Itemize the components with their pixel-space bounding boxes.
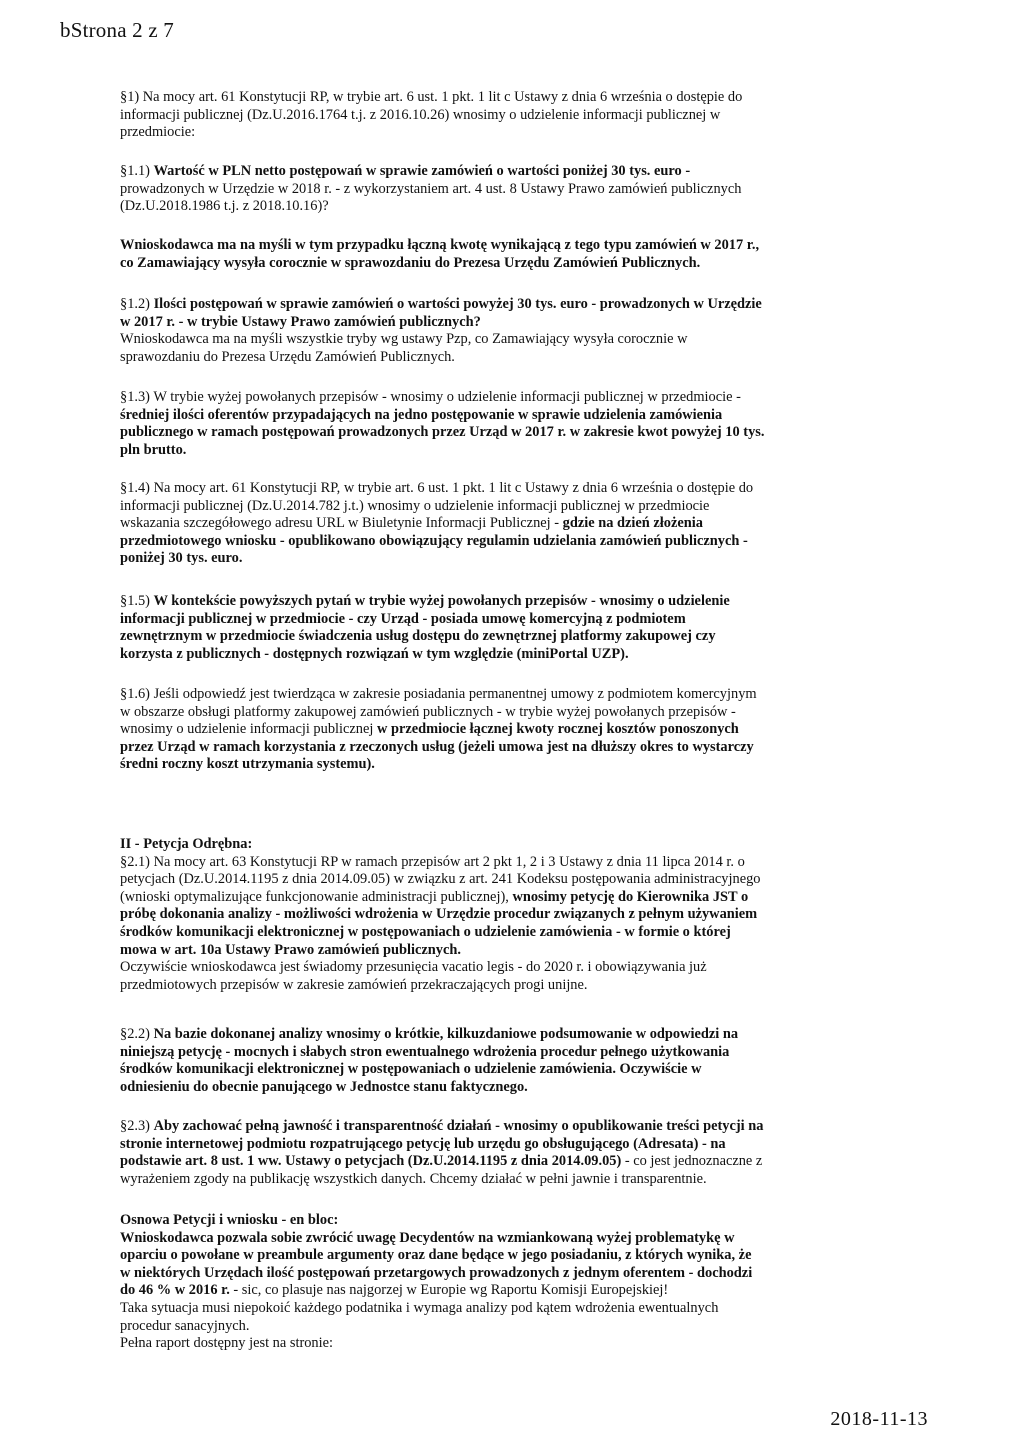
text: wnosimy o udzielenie informacji publicznej bbox=[120, 721, 377, 738]
bold-text: przez Urząd w ramach korzystania z rzeczonych usług (jeżeli umowa jest na dłuższy okres to wystarczy bbox=[120, 738, 754, 755]
text-line bbox=[120, 1153, 890, 1171]
paragraph-p9 bbox=[120, 836, 890, 994]
bold-text: przedmiotowego wniosku - opublikowano obowiązujący regulamin udzielania zamówień publicznych - bbox=[120, 532, 748, 549]
bold-text: W kontekście powyższych pytań w trybie wyżej powołanych przepisów - wnosimy o udzielenie bbox=[153, 593, 730, 609]
text-line bbox=[120, 1335, 890, 1353]
text-line bbox=[120, 686, 890, 704]
text-line bbox=[120, 89, 890, 107]
paragraph-p2 bbox=[120, 163, 890, 216]
text-line bbox=[120, 1044, 890, 1062]
text-line bbox=[120, 1136, 890, 1154]
text-line bbox=[120, 721, 890, 739]
text: - co jest jednoznaczne z bbox=[621, 1153, 763, 1170]
text: Wnioskodawca ma na myśli wszystkie tryby wg ustawy Pzp, co Zamawiający wysyła corocznie w bbox=[120, 331, 688, 348]
text-line bbox=[120, 498, 890, 516]
text-line bbox=[120, 480, 890, 498]
text-line bbox=[120, 389, 890, 407]
bold-text: odniesieniu do obecnie panującego w Jednostce stanu faktycznego. bbox=[120, 1078, 528, 1095]
bold-text: gdzie na dzień złożenia bbox=[562, 515, 703, 532]
text-line bbox=[120, 836, 890, 854]
text: §1) Na mocy art. 61 Konstytucji RP, w trybie art. 6 ust. 1 pkt. 1 lit c Ustawy z dnia 6 września o dostępie do bbox=[120, 89, 743, 105]
text: Taka sytuacja musi niepokoić każdego podatnika i wymaga analizy pod kątem wdrożenia ewentualnych bbox=[120, 1299, 719, 1316]
text: §2.2) bbox=[120, 1026, 154, 1042]
text-line bbox=[120, 924, 890, 942]
text-line bbox=[120, 515, 890, 533]
text: procedur sanacyjnych. bbox=[120, 1317, 250, 1334]
text: §1.6) Jeśli odpowiedź jest twierdząca w zakresie posiadania permanentnej umowy z podmiotem komercyjnym bbox=[120, 686, 757, 702]
text-line bbox=[120, 704, 890, 722]
text: sprawozdaniu do Prezesa Urzędu Zamówień Publicznych. bbox=[120, 348, 455, 365]
text-line bbox=[120, 296, 890, 314]
text: §1.2) bbox=[120, 296, 154, 312]
text-line bbox=[120, 756, 890, 774]
bold-text: pln brutto. bbox=[120, 441, 187, 458]
bold-text: oparciu o powołane w preambule argumenty oraz dane będące w jego posiadaniu, z których wynika, że bbox=[120, 1247, 752, 1264]
text-line bbox=[120, 314, 890, 332]
text-line bbox=[120, 906, 890, 924]
paragraph-p10 bbox=[120, 1026, 890, 1096]
text-line bbox=[120, 739, 890, 757]
text-line bbox=[120, 198, 890, 216]
bold-text: próbę dokonania analizy - możliwości wdrożenia w Urzędzie procedur związanych z pełnym używaniem bbox=[120, 906, 758, 923]
bold-text: co Zamawiający wysyła corocznie w sprawozdaniu do Prezesa Urzędu Zamówień Publicznych. bbox=[120, 254, 701, 271]
text: petycjach (Dz.U.2014.1195 z dnia 2014.09.05) w związku z art. 241 Kodeksu postępowania administracyjnego bbox=[120, 871, 761, 888]
text-line bbox=[120, 349, 890, 367]
text-line bbox=[120, 611, 890, 629]
bold-text: korzysta z publicznych - dostępnych rozwiązań w tym względzie (miniPortal UZP). bbox=[120, 645, 629, 662]
bold-text: w niektórych Urzędach ilość postępowań przetargowych prowadzonych z jednym oferentem - dochodzi bbox=[120, 1264, 753, 1281]
paragraph-p11 bbox=[120, 1118, 890, 1188]
bold-text: Wnioskodawca pozwala sobie zwrócić uwagę Decydentów na wzmiankowaną wyżej problematykę w bbox=[120, 1229, 735, 1246]
text: §2.3) bbox=[120, 1118, 154, 1134]
text: informacji publicznej (Dz.U.2014.782 j.t.) wnosimy o udzielenie informacji publicznej w przedmiocie bbox=[120, 497, 710, 514]
bold-text: do 46 % w 2016 r. bbox=[120, 1282, 230, 1299]
bold-text: publicznego w ramach postępowań prowadzonych przez Urząd w 2017 r. w zakresie kwot powyżej 10 tys. bbox=[120, 424, 765, 441]
bold-text: środków komunikacji elektronicznej w postępowaniach o udzielenie zamówienia. Oczywiście w bbox=[120, 1061, 702, 1078]
text-line bbox=[120, 889, 890, 907]
text-line bbox=[120, 1212, 890, 1230]
bold-text: II - Petycja Odrębna: bbox=[120, 836, 253, 852]
bold-text: Aby zachować pełną jawność i transparentność działań - wnosimy o opublikowanie treści petycji na bbox=[153, 1118, 764, 1134]
bold-text: w 2017 r. - w trybie Ustawy Prawo zamówień publicznych? bbox=[120, 313, 481, 330]
text-line bbox=[120, 1118, 890, 1136]
bold-text: w przedmiocie łącznej kwoty rocznej kosztów ponoszonych bbox=[376, 721, 739, 738]
bold-text: niniejszą petycję - mocnych i słabych stron ewentualnego wdrożenia procedur pełnego użytkowania bbox=[120, 1043, 730, 1060]
bold-text: Ilości postępowań w sprawie zamówień o wartości powyżej 30 tys. euro - prowadzonych w Urzędzie bbox=[153, 296, 762, 312]
text-line bbox=[120, 646, 890, 664]
text-line bbox=[120, 550, 890, 568]
text-line bbox=[120, 1247, 890, 1265]
text-line bbox=[120, 628, 890, 646]
text-line bbox=[120, 959, 890, 977]
text-line bbox=[120, 593, 890, 611]
text: w obszarze obsługi platformy zakupowej zamówień publicznych - w trybie wyżej powołanych przepisów - bbox=[120, 703, 736, 720]
paragraph-p6 bbox=[120, 480, 890, 568]
text: wyrażeniem zgody na publikację wszystkich danych. Chcemy działać w pełni jawnie i transparentnie. bbox=[120, 1170, 707, 1187]
bold-text: podstawie art. 8 ust. 1 ww. Ustawy o petycjach (Dz.U.2014.1195 z dnia 2014.09.05) bbox=[120, 1153, 622, 1170]
text-line bbox=[120, 871, 890, 889]
text-line bbox=[120, 442, 890, 460]
bold-text: zewnętrznym w przedmiocie świadczenia usług dostępu do zewnętrznej platformy zakupowej czy bbox=[120, 628, 716, 645]
text: przedmiocie: bbox=[120, 124, 196, 141]
bold-text: stronie internetowej podmiotu rozpatrującego petycję lub urzędu go obsługującego (Adresata) - na bbox=[120, 1135, 726, 1152]
bold-text: Osnowa Petycji i wniosku - en bloc: bbox=[120, 1212, 339, 1228]
text-line bbox=[120, 1265, 890, 1283]
text: §1.1) bbox=[120, 163, 154, 179]
text: prowadzonych w Urzędzie w 2018 r. - z wykorzystaniem art. 4 ust. 8 Ustawy Prawo zamówień publicznych bbox=[120, 180, 742, 197]
document-date: 2018-11-13 bbox=[830, 1408, 928, 1430]
text-line bbox=[120, 977, 890, 995]
text-line bbox=[120, 854, 890, 872]
text-line bbox=[120, 1026, 890, 1044]
paragraph-p4 bbox=[120, 296, 890, 366]
bold-text: średni roczny koszt utrzymania systemu). bbox=[120, 756, 375, 773]
bold-text: środków komunikacji elektronicznej w postępowaniach o udzielenie zamówienia - w formie o której bbox=[120, 923, 731, 940]
text-line bbox=[120, 331, 890, 349]
text-line bbox=[120, 1079, 890, 1097]
text: §2.1) Na mocy art. 63 Konstytucji RP w ramach przepisów art 2 pkt 1, 2 i 3 Ustawy z dnia 11 lipca 2014 r. o bbox=[120, 853, 745, 870]
text: §1.5) bbox=[120, 593, 154, 609]
text: Oczywiście wnioskodawca jest świadomy przesunięcia vacatio legis - do 2020 r. i obowiązywania już bbox=[120, 959, 707, 976]
bold-text: Na bazie dokonanej analizy wnosimy o krótkie, kilkuzdaniowe podsumowanie w odpowiedzi na bbox=[153, 1026, 739, 1042]
paragraph-p12 bbox=[120, 1212, 890, 1353]
text-line bbox=[120, 181, 890, 199]
text: (wnioski optymalizujące funkcjonowanie administracji publicznej), bbox=[120, 888, 513, 905]
bold-text: wnosimy petycję do Kierownika JST o bbox=[512, 888, 749, 905]
text-line bbox=[120, 533, 890, 551]
text-line bbox=[120, 124, 890, 142]
text-line bbox=[120, 163, 890, 181]
bold-text: poniżej 30 tys. euro. bbox=[120, 550, 243, 567]
text: §1.4) Na mocy art. 61 Konstytucji RP, w trybie art. 6 ust. 1 pkt. 1 lit c Ustawy z dnia 6 września o dostępie do bbox=[120, 480, 754, 496]
text: Pełna raport dostępny jest na stronie: bbox=[120, 1335, 334, 1352]
bold-text: średniej ilości oferentów przypadających na jedno postępowanie w sprawie udzielenia zamówienia bbox=[120, 406, 723, 423]
text: przedmiotowych przepisów w zakresie zamówień przekraczających progi unijne. bbox=[120, 976, 588, 993]
text-line bbox=[120, 424, 890, 442]
paragraph-p3 bbox=[120, 237, 890, 272]
text: wskazania szczegółowego adresu URL w Biuletynie Informacji Publicznej - bbox=[120, 515, 563, 532]
text-line bbox=[120, 407, 890, 425]
text: (Dz.U.2018.1986 t.j. z 2018.10.16)? bbox=[120, 198, 329, 215]
text-line bbox=[120, 942, 890, 960]
text: - sic, co plasuje nas najgorzej w Europie wg Raportu Komisji Europejskiej! bbox=[229, 1282, 669, 1299]
text-line bbox=[120, 1318, 890, 1336]
text-line bbox=[120, 1282, 890, 1300]
paragraph-p7 bbox=[120, 593, 890, 663]
text: §1.3) W trybie wyżej powołanych przepisów - wnosimy o udzielenie informacji publicznej w przedmiocie - bbox=[120, 389, 741, 405]
text-line bbox=[120, 237, 890, 255]
text-line bbox=[120, 255, 890, 273]
text-line bbox=[120, 1300, 890, 1318]
bold-text: Wnioskodawca ma na myśli w tym przypadku łączną kwotę wynikającą z tego typu zamówień w 2017 r., bbox=[120, 237, 760, 253]
page-header: bStrona 2 z 7 bbox=[60, 18, 174, 42]
paragraph-p5 bbox=[120, 389, 890, 459]
bold-text: Wartość w PLN netto postępowań w sprawie zamówień o wartości poniżej 30 tys. euro - bbox=[153, 163, 691, 179]
bold-text: mowa w art. 10a Ustawy Prawo zamówień publicznych. bbox=[120, 941, 461, 958]
text-line bbox=[120, 1171, 890, 1189]
paragraph-p8 bbox=[120, 686, 890, 774]
text-line bbox=[120, 1230, 890, 1248]
text: informacji publicznej (Dz.U.2016.1764 t.j. z 2016.10.26) wnosimy o udzielenie informacji publicznej w bbox=[120, 106, 721, 123]
bold-text: informacji publicznej w przedmiocie - czy Urząd - posiada umowę komercyjną z podmiotem bbox=[120, 610, 686, 627]
text-line bbox=[120, 107, 890, 125]
text-line bbox=[120, 1061, 890, 1079]
paragraph-p1 bbox=[120, 89, 890, 142]
